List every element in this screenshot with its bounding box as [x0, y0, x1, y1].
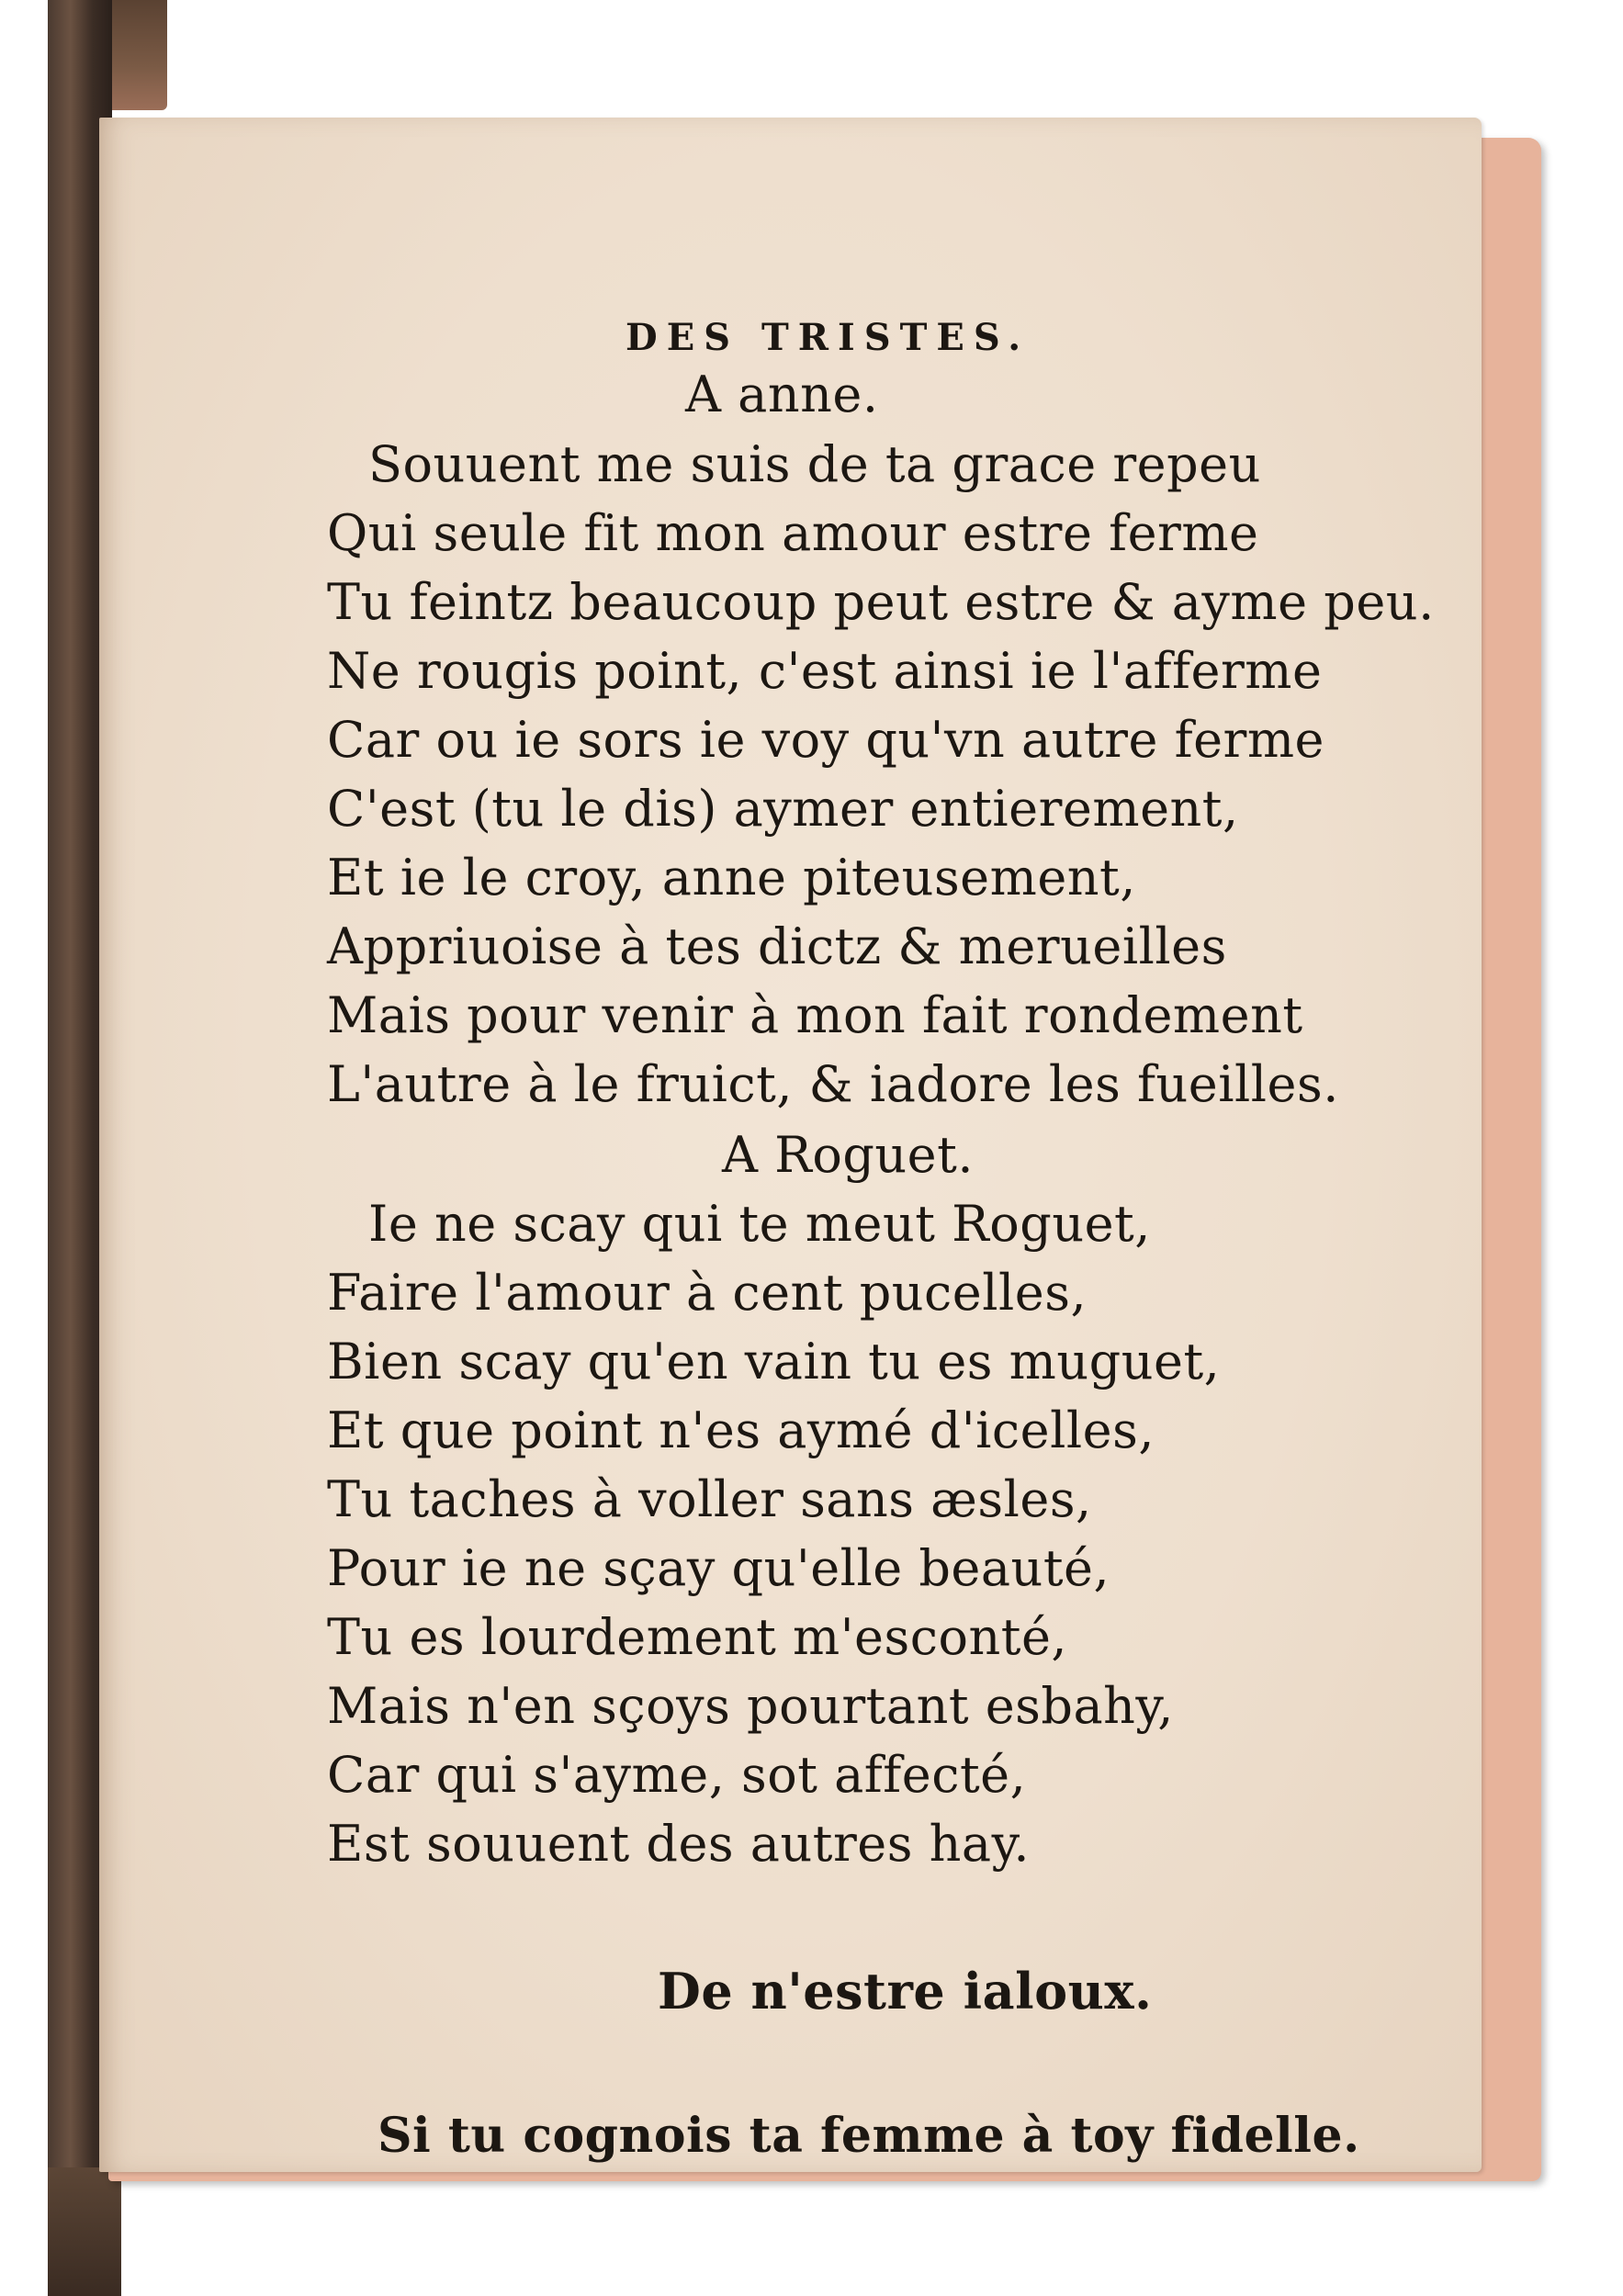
- poem-line: Pour ie ne sçay qu'elle beauté,: [327, 1539, 1110, 1597]
- poem-title-roguet: A Roguet.: [722, 1126, 974, 1184]
- poem-line: Tu feintz beaucoup peut estre & ayme peu.: [327, 573, 1435, 631]
- poem-line: Est souuent des autres hay.: [327, 1815, 1031, 1873]
- poem-line: Souuent me suis de ta grace repeu: [368, 435, 1261, 493]
- running-head: DES TRISTES.: [626, 316, 1031, 359]
- poem-line: Ne rougis point, c'est ainsi ie l'afferme: [327, 642, 1323, 700]
- poem-title-anne: A anne.: [685, 366, 879, 423]
- poem-line: Qui seule fit mon amour estre ferme: [327, 504, 1259, 562]
- poem-line: L'autre à le fruict, & iadore les fueilles.: [327, 1055, 1339, 1113]
- poem-line: Car qui s'ayme, sot affecté,: [327, 1746, 1027, 1804]
- poem-line: Et que point n'es aymé d'icelles,: [327, 1401, 1155, 1459]
- poem-line: Tu es lourdement m'esconté,: [327, 1608, 1068, 1666]
- poem-line: Faire l'amour à cent pucelles,: [327, 1264, 1088, 1322]
- poem-line: Mais n'en sçoys pourtant esbahy,: [327, 1677, 1174, 1735]
- poem-line: Et ie le croy, anne piteusement,: [327, 849, 1136, 906]
- poem-title-ialoux: De n'estre ialoux.: [658, 1962, 1153, 2020]
- poem-line: Bien scay qu'en vain tu es muguet,: [327, 1333, 1221, 1390]
- poem-line: Appriuoise à tes dictz & merueilles: [327, 917, 1227, 975]
- poem-line: Car ou ie sors ie voy qu'vn autre ferme: [327, 711, 1324, 769]
- poem-line: C'est (tu le dis) aymer entierement,: [327, 780, 1239, 838]
- poem-line: Mais pour venir à mon fait rondement: [327, 986, 1303, 1044]
- book-page: [99, 118, 1482, 2172]
- book-spine-bottom: [48, 2167, 121, 2296]
- poem-line: Tu taches à voller sans æsles,: [327, 1470, 1092, 1528]
- poem-line: Ie ne scay qui te meut Roguet,: [368, 1195, 1151, 1253]
- poem-line: Si tu cognois ta femme à toy fidelle.: [378, 2108, 1360, 2164]
